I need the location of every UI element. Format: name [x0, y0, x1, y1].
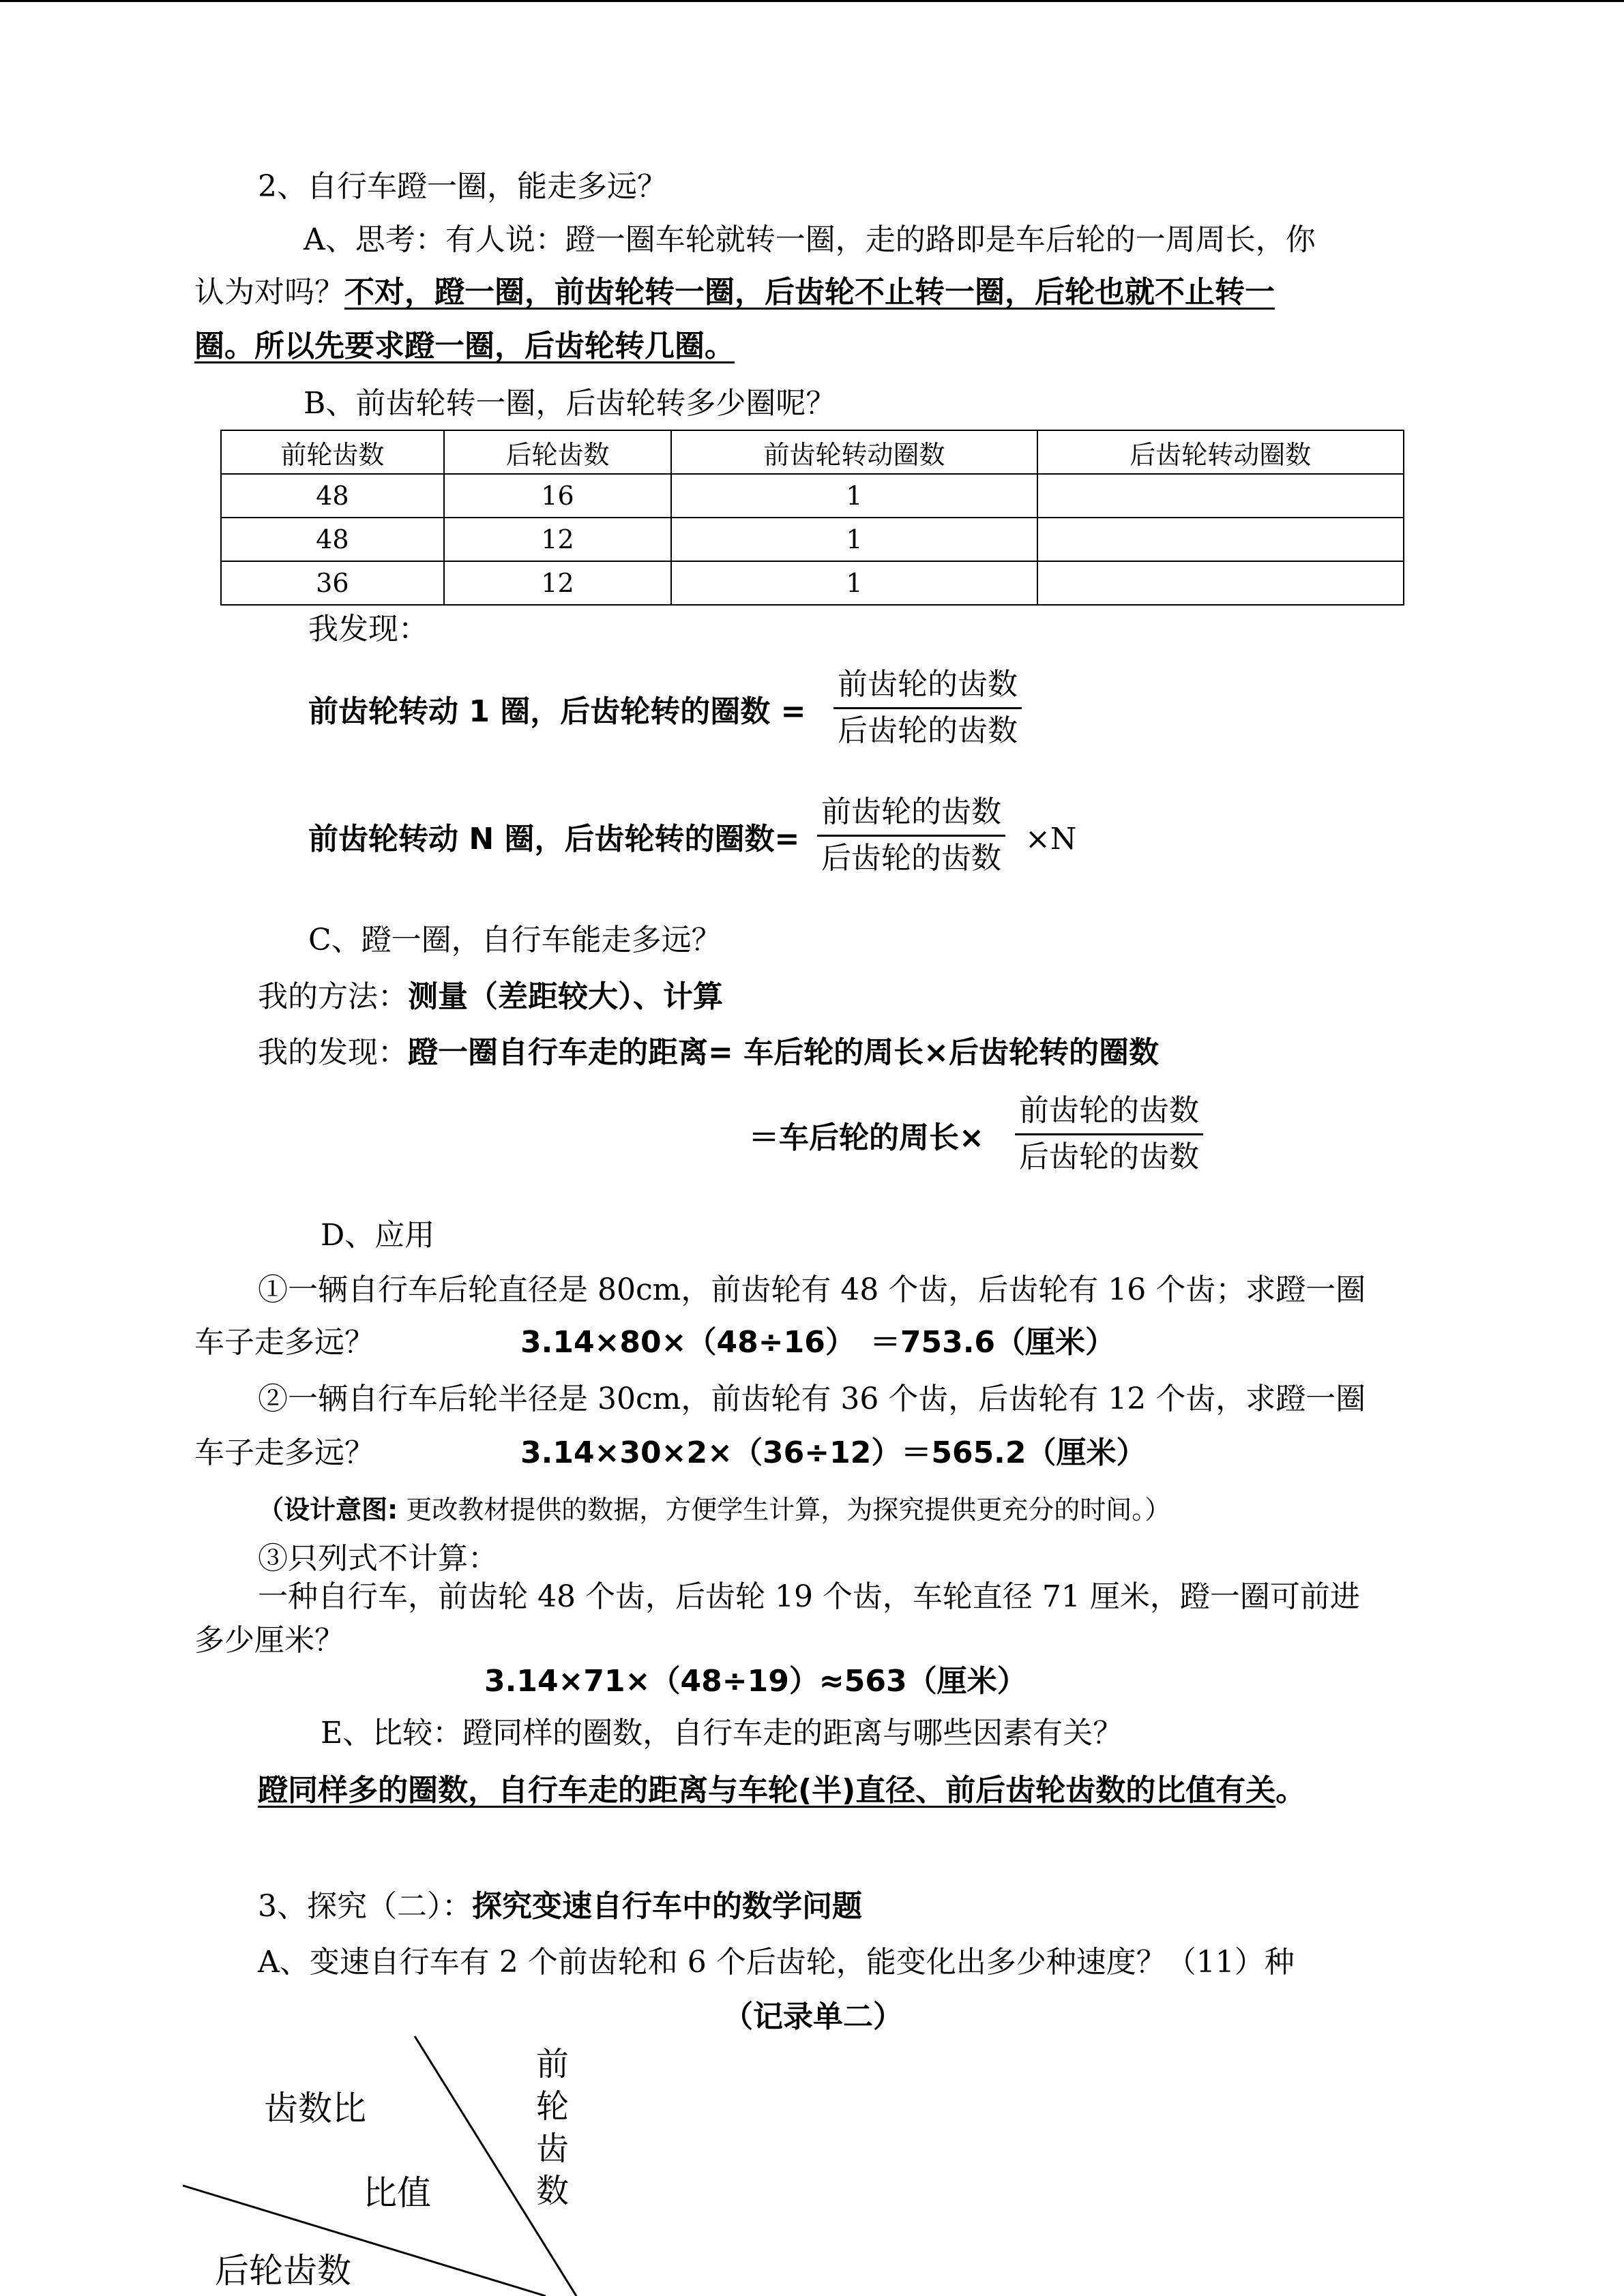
fraction-denominator: 后齿轮的齿数: [821, 840, 1001, 876]
fraction-denominator: 后齿轮的齿数: [838, 713, 1018, 748]
think-line1: A、思考：有人说：蹬一圈车轮就转一圈，走的路即是车后轮的一周周长，你: [304, 222, 1316, 257]
record-title: （记录单二）: [723, 1999, 903, 2034]
diagram-label-ratio: 齿数比: [264, 2089, 366, 2128]
table-row: [221, 561, 1404, 605]
table-header-row: [221, 430, 1404, 474]
table-cell: 48: [221, 518, 444, 561]
think-line2: [194, 275, 1275, 311]
fraction-denominator: 后齿轮的齿数: [1019, 1139, 1199, 1174]
section3-heading: [258, 1889, 862, 1925]
fraction-numerator: 前齿轮的齿数: [817, 794, 1005, 837]
problem1-line1: ①一辆自行车后轮直径是 80cm，前齿轮有 48 个齿，后齿轮有 16 个齿；求蹬一圈: [258, 1272, 1366, 1307]
compare-question: E、比较：蹬同样的圈数，自行车走的距离与哪些因素有关？: [321, 1716, 1123, 1750]
diagram-front-char: 前: [535, 2045, 569, 2083]
problem3-line1: 一种自行车，前齿轮 48 个齿，后齿轮 19 个齿，车轮直径 71 厘米，蹬一圈可前进: [258, 1579, 1360, 1614]
table-header-cell: 后齿轮转动圈数: [1037, 430, 1404, 474]
formula1-left: 前齿轮转动 1 圈，后齿轮转的圈数 =: [308, 694, 806, 729]
gear-rotation-table: [220, 430, 1404, 606]
table-cell: [1037, 518, 1404, 561]
problem2-line1: ②一辆自行车后轮半径是 30cm，前齿轮有 36 个齿，后齿轮有 12 个齿，求蹬一圈: [258, 1382, 1366, 1416]
diagram-front-char: 轮: [535, 2087, 569, 2126]
table-cell: 1: [671, 518, 1037, 561]
table-cell: [1037, 561, 1404, 605]
problem1-line2: 车子走多远？: [194, 1325, 374, 1360]
table-header-cell: 前齿轮转动圈数: [671, 430, 1037, 474]
table-row: [221, 518, 1404, 561]
section3-heading-prefix: 3、探究（二）：: [258, 1889, 472, 1924]
problem2-line2: 车子走多远？: [194, 1435, 374, 1470]
table-cell: 1: [671, 561, 1037, 605]
diagram-label-value: 比值: [363, 2173, 431, 2213]
method-label: 我的方法：: [258, 979, 408, 1014]
problem3-line2: 多少厘米？: [194, 1623, 344, 1658]
distance-question: C、蹬一圈，自行车能走多远？: [308, 923, 722, 957]
application-heading: D、应用: [321, 1218, 435, 1253]
table-cell: 12: [444, 561, 672, 605]
speed-question: A、变速自行车有 2 个前齿轮和 6 个后齿轮，能变化出多少种速度？（11）种: [258, 1945, 1295, 1980]
fraction-numerator: 前齿轮的齿数: [833, 667, 1022, 709]
compare-answer: 蹬同样多的圈数，自行车走的距离与车轮(半)直径、前后齿轮齿数的比值有关: [258, 1773, 1276, 1808]
problem3-heading: ③只列式不计算：: [258, 1541, 498, 1576]
table-cell: [1037, 474, 1404, 518]
problem2-answer: 3.14×30×2×（36÷12）＝565.2（厘米）: [520, 1435, 1147, 1470]
problem3-answer: 3.14×71×（48÷19）≈563（厘米）: [484, 1664, 1027, 1699]
diagram-front-char: 数: [535, 2172, 569, 2210]
fraction-numerator: 前齿轮的齿数: [1015, 1093, 1203, 1135]
table-cell: 1: [671, 474, 1037, 518]
table-cell: 48: [221, 474, 444, 518]
table-row: [221, 474, 1404, 518]
finding-line: [258, 1035, 1159, 1071]
section3-heading-title: 探究变速自行车中的数学问题: [472, 1889, 862, 1924]
design-note: [258, 1495, 1170, 1526]
method-value: 测量（差距较大）、计算: [408, 979, 723, 1014]
finding-value: 蹬一圈自行车走的距离= 车后轮的周长×后齿轮转的圈数: [408, 1035, 1160, 1070]
finding-equation2: ＝车后轮的周长×: [749, 1120, 984, 1155]
design-note-label: （设计意图:: [258, 1495, 398, 1525]
formula2-left: 前齿轮转动 N 圈，后齿轮转的圈数=: [308, 822, 800, 856]
section2-heading: 2、自行车蹬一圈，能走多远？: [258, 169, 667, 204]
design-note-text: 更改教材提供的数据，方便学生计算，为探究提供更充分的时间。）: [398, 1495, 1171, 1525]
gear-question: B、前齿轮转一圈，后齿轮转多少圈呢？: [304, 386, 836, 421]
finding-fraction: [1015, 1093, 1203, 1176]
table-cell: 16: [444, 474, 672, 518]
page-top-border: [0, 0, 1624, 2]
think-answer-part1: 不对，蹬一圈，前齿轮转一圈，后齿轮不止转一圈，后轮也就不止转一: [344, 275, 1275, 310]
finding-label: 我的发现：: [258, 1035, 408, 1070]
formula2-suffix: ×N: [1025, 822, 1077, 856]
diagram-label-rear: 后轮齿数: [215, 2251, 351, 2291]
diagram-front-char: 齿: [535, 2130, 569, 2168]
table-cell: 36: [221, 561, 444, 605]
diagram-label-front: [532, 2043, 573, 2212]
compare-answer-end: 。: [1275, 1773, 1306, 1808]
table-cell: 12: [444, 518, 672, 561]
think-answer-part2: 圈。所以先要求蹬一圈，后齿轮转几圈。: [194, 329, 735, 363]
table-header-cell: 后轮齿数: [444, 430, 672, 474]
problem1-answer: 3.14×80×（48÷16） ＝753.6（厘米）: [520, 1325, 1116, 1360]
formula2-fraction: [817, 794, 1005, 877]
discover-label: 我发现：: [308, 612, 428, 646]
compare-answer-line: [258, 1773, 1305, 1809]
think-line2-prefix: 认为对吗？: [194, 275, 344, 310]
table-header-cell: 前轮齿数: [221, 430, 444, 474]
formula1-fraction: [833, 667, 1022, 749]
method-line: [258, 979, 723, 1015]
